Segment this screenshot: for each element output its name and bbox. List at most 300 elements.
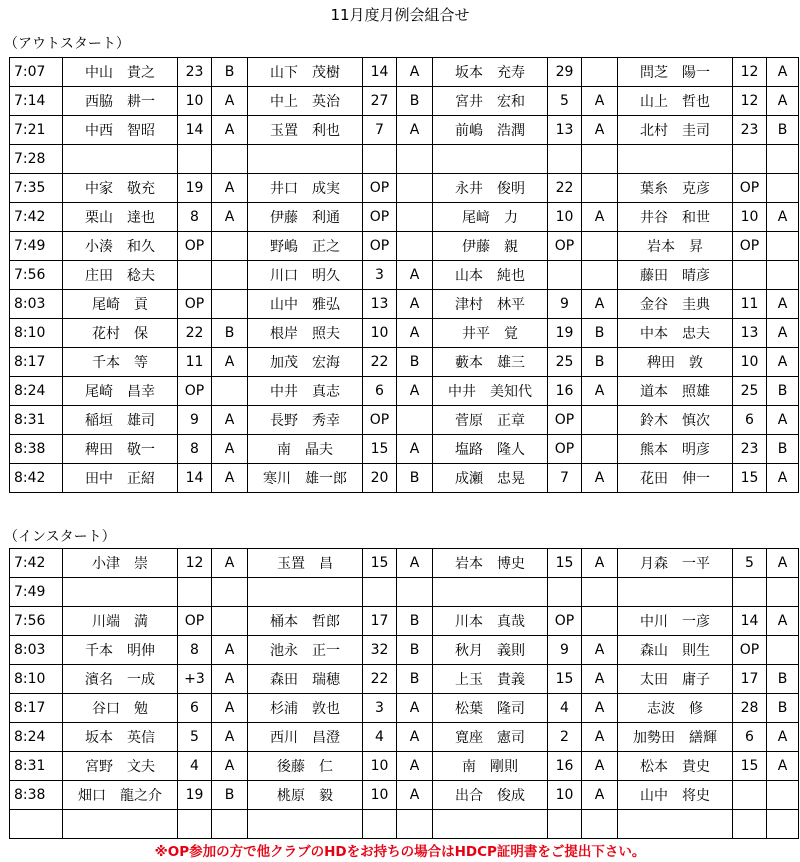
handicap: 5 bbox=[178, 723, 212, 752]
handicap: 29 bbox=[548, 58, 582, 87]
class: A bbox=[767, 203, 799, 232]
class: A bbox=[212, 665, 248, 694]
handicap: 9 bbox=[548, 290, 582, 319]
class: A bbox=[397, 694, 433, 723]
class: A bbox=[582, 203, 618, 232]
tee-time: 8:38 bbox=[10, 435, 63, 464]
player-name: 藤田 晴彦 bbox=[618, 261, 733, 290]
class: A bbox=[212, 406, 248, 435]
handicap: 6 bbox=[733, 723, 767, 752]
handicap: 5 bbox=[548, 87, 582, 116]
handicap bbox=[178, 145, 212, 174]
handicap: 15 bbox=[733, 464, 767, 493]
tee-time-row bbox=[10, 290, 799, 319]
tee-time: 8:03 bbox=[10, 290, 63, 319]
player-name: 問芝 陽一 bbox=[618, 58, 733, 87]
class bbox=[397, 810, 433, 839]
player-name: 西川 昌澄 bbox=[248, 723, 363, 752]
tee-time: 7:07 bbox=[10, 58, 63, 87]
handicap: 13 bbox=[548, 116, 582, 145]
player-name: 北村 圭司 bbox=[618, 116, 733, 145]
class: A bbox=[767, 87, 799, 116]
handicap: OP bbox=[363, 174, 397, 203]
handicap: 10 bbox=[178, 87, 212, 116]
player-name: 中上 英治 bbox=[248, 87, 363, 116]
class: A bbox=[767, 607, 799, 636]
tee-time-row bbox=[10, 607, 799, 636]
handicap: 11 bbox=[733, 290, 767, 319]
handicap: 3 bbox=[363, 261, 397, 290]
player-name: 井口 成実 bbox=[248, 174, 363, 203]
class: A bbox=[397, 116, 433, 145]
handicap bbox=[548, 578, 582, 607]
class: B bbox=[767, 665, 799, 694]
tee-time: 8:10 bbox=[10, 319, 63, 348]
class bbox=[767, 261, 799, 290]
class: A bbox=[582, 781, 618, 810]
class: A bbox=[397, 319, 433, 348]
class: A bbox=[767, 348, 799, 377]
handicap: 6 bbox=[363, 377, 397, 406]
class: B bbox=[397, 665, 433, 694]
tee-time-row bbox=[10, 464, 799, 493]
player-name: 中川 一彦 bbox=[618, 607, 733, 636]
handicap: 25 bbox=[733, 377, 767, 406]
handicap: 7 bbox=[363, 116, 397, 145]
handicap bbox=[733, 781, 767, 810]
player-name bbox=[63, 578, 178, 607]
player-name: 葉糸 克彦 bbox=[618, 174, 733, 203]
player-name: 岩本 博史 bbox=[433, 549, 548, 578]
player-name: 花村 保 bbox=[63, 319, 178, 348]
tee-time-row bbox=[10, 636, 799, 665]
class: A bbox=[582, 464, 618, 493]
class bbox=[212, 145, 248, 174]
player-name: 谷口 勉 bbox=[63, 694, 178, 723]
player-name: 尾崎 貢 bbox=[63, 290, 178, 319]
player-name: 中山 貴之 bbox=[63, 58, 178, 87]
tee-time: 8:03 bbox=[10, 636, 63, 665]
class: A bbox=[212, 348, 248, 377]
player-name: 熊本 明彦 bbox=[618, 435, 733, 464]
class: A bbox=[767, 464, 799, 493]
player-name: 中家 敬充 bbox=[63, 174, 178, 203]
class bbox=[767, 145, 799, 174]
tee-time-row bbox=[10, 203, 799, 232]
class: A bbox=[212, 636, 248, 665]
class: A bbox=[397, 781, 433, 810]
player-name: 寛座 憲司 bbox=[433, 723, 548, 752]
handicap: 15 bbox=[363, 549, 397, 578]
player-name: 千本 明伸 bbox=[63, 636, 178, 665]
player-name: 松葉 隆司 bbox=[433, 694, 548, 723]
player-name: 金谷 圭典 bbox=[618, 290, 733, 319]
tee-time: 8:24 bbox=[10, 377, 63, 406]
player-name: 濱名 一成 bbox=[63, 665, 178, 694]
class bbox=[397, 203, 433, 232]
tee-time: 8:31 bbox=[10, 406, 63, 435]
handicap: OP bbox=[548, 406, 582, 435]
player-name bbox=[433, 810, 548, 839]
handicap: 12 bbox=[178, 549, 212, 578]
class: B bbox=[212, 781, 248, 810]
class: A bbox=[397, 58, 433, 87]
tee-time: 8:10 bbox=[10, 665, 63, 694]
class bbox=[767, 810, 799, 839]
class bbox=[582, 145, 618, 174]
class bbox=[767, 781, 799, 810]
handicap: 2 bbox=[548, 723, 582, 752]
player-name: 山下 茂樹 bbox=[248, 58, 363, 87]
handicap bbox=[178, 578, 212, 607]
class: B bbox=[397, 607, 433, 636]
tee-time-row bbox=[10, 435, 799, 464]
tee-time: 7:42 bbox=[10, 549, 63, 578]
handicap bbox=[733, 145, 767, 174]
player-name: 月森 一平 bbox=[618, 549, 733, 578]
class: A bbox=[212, 116, 248, 145]
handicap: 10 bbox=[548, 203, 582, 232]
class bbox=[212, 607, 248, 636]
class: A bbox=[582, 636, 618, 665]
player-name bbox=[618, 145, 733, 174]
player-name: 森山 則生 bbox=[618, 636, 733, 665]
tee-time-row bbox=[10, 145, 799, 174]
player-name bbox=[618, 810, 733, 839]
class: A bbox=[212, 723, 248, 752]
class: A bbox=[767, 723, 799, 752]
tee-time-row bbox=[10, 406, 799, 435]
player-name: 太田 庸子 bbox=[618, 665, 733, 694]
class: A bbox=[582, 377, 618, 406]
player-name bbox=[618, 578, 733, 607]
class: B bbox=[582, 319, 618, 348]
player-name: 菅原 正章 bbox=[433, 406, 548, 435]
in-start-table bbox=[9, 548, 799, 839]
class: A bbox=[582, 116, 618, 145]
handicap: 8 bbox=[178, 203, 212, 232]
handicap: OP bbox=[733, 232, 767, 261]
tee-time-row bbox=[10, 665, 799, 694]
class: A bbox=[212, 203, 248, 232]
handicap: 3 bbox=[363, 694, 397, 723]
handicap: 22 bbox=[548, 174, 582, 203]
handicap: 10 bbox=[733, 203, 767, 232]
handicap bbox=[733, 578, 767, 607]
tee-time-row bbox=[10, 87, 799, 116]
class: A bbox=[582, 694, 618, 723]
handicap: 14 bbox=[178, 116, 212, 145]
class bbox=[582, 232, 618, 261]
player-name bbox=[433, 578, 548, 607]
player-name: 栗山 達也 bbox=[63, 203, 178, 232]
in-section-label: （インスタート） bbox=[4, 529, 116, 545]
player-name: 道本 照雄 bbox=[618, 377, 733, 406]
class: A bbox=[212, 464, 248, 493]
class bbox=[582, 261, 618, 290]
handicap: 6 bbox=[733, 406, 767, 435]
player-name: 小湊 和久 bbox=[63, 232, 178, 261]
class: A bbox=[767, 319, 799, 348]
handicap: 17 bbox=[363, 607, 397, 636]
handicap bbox=[363, 578, 397, 607]
handicap: 27 bbox=[363, 87, 397, 116]
player-name: 出合 俊成 bbox=[433, 781, 548, 810]
player-name: 坂本 英信 bbox=[63, 723, 178, 752]
player-name: 鈴木 慎次 bbox=[618, 406, 733, 435]
class bbox=[212, 290, 248, 319]
class: A bbox=[767, 290, 799, 319]
player-name: 杉浦 敦也 bbox=[248, 694, 363, 723]
handicap bbox=[733, 261, 767, 290]
class bbox=[212, 232, 248, 261]
tee-time-row bbox=[10, 549, 799, 578]
handicap: 10 bbox=[733, 348, 767, 377]
handicap: 4 bbox=[363, 723, 397, 752]
out-section-label: （アウトスタート） bbox=[4, 36, 130, 52]
handicap: OP bbox=[548, 435, 582, 464]
player-name: 稗田 敬一 bbox=[63, 435, 178, 464]
class: A bbox=[212, 549, 248, 578]
handicap: OP bbox=[363, 203, 397, 232]
handicap: 22 bbox=[178, 319, 212, 348]
tee-time: 8:42 bbox=[10, 464, 63, 493]
class bbox=[582, 58, 618, 87]
player-name bbox=[63, 145, 178, 174]
player-name: 伊藤 利通 bbox=[248, 203, 363, 232]
player-name: 山本 純也 bbox=[433, 261, 548, 290]
handicap: 10 bbox=[363, 319, 397, 348]
handicap: 10 bbox=[363, 752, 397, 781]
class bbox=[767, 636, 799, 665]
tee-time-row bbox=[10, 58, 799, 87]
player-name: 尾崎 昌幸 bbox=[63, 377, 178, 406]
player-name: 宮野 文夫 bbox=[63, 752, 178, 781]
handicap: 8 bbox=[178, 636, 212, 665]
handicap: 4 bbox=[178, 752, 212, 781]
class bbox=[582, 810, 618, 839]
tee-time: 7:28 bbox=[10, 145, 63, 174]
player-name: 野嶋 正之 bbox=[248, 232, 363, 261]
player-name: 稲垣 雄司 bbox=[63, 406, 178, 435]
class: A bbox=[397, 377, 433, 406]
handicap bbox=[363, 810, 397, 839]
class: B bbox=[767, 694, 799, 723]
class bbox=[767, 174, 799, 203]
tee-time: 8:31 bbox=[10, 752, 63, 781]
player-name: 宮井 宏和 bbox=[433, 87, 548, 116]
handicap: 15 bbox=[548, 549, 582, 578]
handicap: 13 bbox=[363, 290, 397, 319]
tee-time: 7:35 bbox=[10, 174, 63, 203]
class: A bbox=[582, 723, 618, 752]
player-name: 南 晶夫 bbox=[248, 435, 363, 464]
handicap: OP bbox=[548, 607, 582, 636]
class: A bbox=[397, 435, 433, 464]
class: A bbox=[767, 549, 799, 578]
tee-time: 7:49 bbox=[10, 578, 63, 607]
handicap: 14 bbox=[733, 607, 767, 636]
handicap: 16 bbox=[548, 752, 582, 781]
player-name: 中西 智昭 bbox=[63, 116, 178, 145]
handicap bbox=[178, 261, 212, 290]
op-note: ※OP参加の方で他クラブのHDをお持ちの場合はHDCP証明書をご提出下さい。 bbox=[154, 844, 646, 860]
class: B bbox=[767, 435, 799, 464]
class: A bbox=[582, 665, 618, 694]
page-title: 11月度月例会組合せ bbox=[330, 6, 470, 24]
player-name bbox=[248, 810, 363, 839]
class bbox=[397, 406, 433, 435]
tee-time: 8:38 bbox=[10, 781, 63, 810]
player-name: 森田 瑞穂 bbox=[248, 665, 363, 694]
tee-time: 7:56 bbox=[10, 261, 63, 290]
class: A bbox=[212, 174, 248, 203]
player-name: 川口 明久 bbox=[248, 261, 363, 290]
tee-time-row bbox=[10, 232, 799, 261]
class: A bbox=[397, 261, 433, 290]
handicap: OP bbox=[363, 406, 397, 435]
player-name: 池永 正一 bbox=[248, 636, 363, 665]
handicap: OP bbox=[548, 232, 582, 261]
player-name: 津村 林平 bbox=[433, 290, 548, 319]
tee-time-row bbox=[10, 377, 799, 406]
class: A bbox=[582, 87, 618, 116]
player-name: 坂本 充寿 bbox=[433, 58, 548, 87]
handicap bbox=[548, 261, 582, 290]
class bbox=[767, 232, 799, 261]
handicap: 22 bbox=[363, 665, 397, 694]
out-start-table bbox=[9, 57, 799, 493]
player-name: 後藤 仁 bbox=[248, 752, 363, 781]
player-name: 松本 貴史 bbox=[618, 752, 733, 781]
player-name: 山中 雅弘 bbox=[248, 290, 363, 319]
player-name: 藪本 雄三 bbox=[433, 348, 548, 377]
player-name: 庄田 稔夫 bbox=[63, 261, 178, 290]
player-name: 永井 俊明 bbox=[433, 174, 548, 203]
player-name: 桶本 哲郎 bbox=[248, 607, 363, 636]
handicap: 6 bbox=[178, 694, 212, 723]
tee-time-row bbox=[10, 319, 799, 348]
class: A bbox=[767, 406, 799, 435]
class: B bbox=[397, 87, 433, 116]
handicap: 25 bbox=[548, 348, 582, 377]
player-name bbox=[248, 578, 363, 607]
tee-time-row bbox=[10, 694, 799, 723]
handicap: OP bbox=[178, 232, 212, 261]
class bbox=[212, 261, 248, 290]
player-name: 成瀬 忠晃 bbox=[433, 464, 548, 493]
tee-time: 7:56 bbox=[10, 607, 63, 636]
handicap: OP bbox=[178, 290, 212, 319]
class: B bbox=[767, 116, 799, 145]
handicap bbox=[548, 145, 582, 174]
handicap: 32 bbox=[363, 636, 397, 665]
tee-time-row bbox=[10, 723, 799, 752]
class: B bbox=[397, 636, 433, 665]
player-name: 玉置 利也 bbox=[248, 116, 363, 145]
handicap: OP bbox=[733, 636, 767, 665]
class bbox=[397, 145, 433, 174]
class: A bbox=[397, 723, 433, 752]
handicap: +3 bbox=[178, 665, 212, 694]
class: B bbox=[767, 377, 799, 406]
tee-time-row bbox=[10, 348, 799, 377]
player-name: 山上 哲也 bbox=[618, 87, 733, 116]
tee-time: 7:21 bbox=[10, 116, 63, 145]
player-name: 加勢田 繕輝 bbox=[618, 723, 733, 752]
class: A bbox=[212, 435, 248, 464]
handicap: 19 bbox=[548, 319, 582, 348]
class: A bbox=[212, 694, 248, 723]
class: A bbox=[767, 752, 799, 781]
player-name: 中井 美知代 bbox=[433, 377, 548, 406]
class bbox=[582, 406, 618, 435]
class bbox=[212, 578, 248, 607]
class: A bbox=[582, 290, 618, 319]
class bbox=[767, 578, 799, 607]
tee-time-row bbox=[10, 810, 799, 839]
tee-time: 8:24 bbox=[10, 723, 63, 752]
class: B bbox=[397, 348, 433, 377]
handicap: 5 bbox=[733, 549, 767, 578]
player-name: 志波 修 bbox=[618, 694, 733, 723]
class: A bbox=[397, 549, 433, 578]
handicap: 8 bbox=[178, 435, 212, 464]
class: B bbox=[212, 58, 248, 87]
class bbox=[582, 607, 618, 636]
player-name: 塩路 隆人 bbox=[433, 435, 548, 464]
handicap: 10 bbox=[548, 781, 582, 810]
player-name: 田中 正紹 bbox=[63, 464, 178, 493]
handicap: OP bbox=[363, 232, 397, 261]
handicap: 12 bbox=[733, 58, 767, 87]
class: A bbox=[212, 752, 248, 781]
handicap: 9 bbox=[178, 406, 212, 435]
tee-time-row bbox=[10, 752, 799, 781]
class: A bbox=[582, 549, 618, 578]
tee-time bbox=[10, 810, 63, 839]
handicap: 11 bbox=[178, 348, 212, 377]
handicap bbox=[733, 810, 767, 839]
player-name: 玉置 昌 bbox=[248, 549, 363, 578]
handicap: 9 bbox=[548, 636, 582, 665]
player-name: 井平 覚 bbox=[433, 319, 548, 348]
player-name: 寒川 雄一郎 bbox=[248, 464, 363, 493]
player-name: 前嶋 浩潤 bbox=[433, 116, 548, 145]
handicap bbox=[548, 810, 582, 839]
handicap: OP bbox=[733, 174, 767, 203]
class bbox=[212, 810, 248, 839]
class bbox=[397, 578, 433, 607]
player-name: 花田 伸一 bbox=[618, 464, 733, 493]
player-name: 伊藤 親 bbox=[433, 232, 548, 261]
handicap: 15 bbox=[363, 435, 397, 464]
player-name: 井谷 和世 bbox=[618, 203, 733, 232]
handicap: OP bbox=[178, 377, 212, 406]
class bbox=[397, 232, 433, 261]
tee-time: 7:49 bbox=[10, 232, 63, 261]
player-name: 稗田 敦 bbox=[618, 348, 733, 377]
class: B bbox=[582, 348, 618, 377]
player-name: 西脇 耕一 bbox=[63, 87, 178, 116]
class bbox=[582, 435, 618, 464]
handicap: 17 bbox=[733, 665, 767, 694]
handicap: OP bbox=[178, 607, 212, 636]
tee-time-row bbox=[10, 781, 799, 810]
handicap: 15 bbox=[548, 665, 582, 694]
player-name: 畑口 龍之介 bbox=[63, 781, 178, 810]
tee-time-row bbox=[10, 261, 799, 290]
